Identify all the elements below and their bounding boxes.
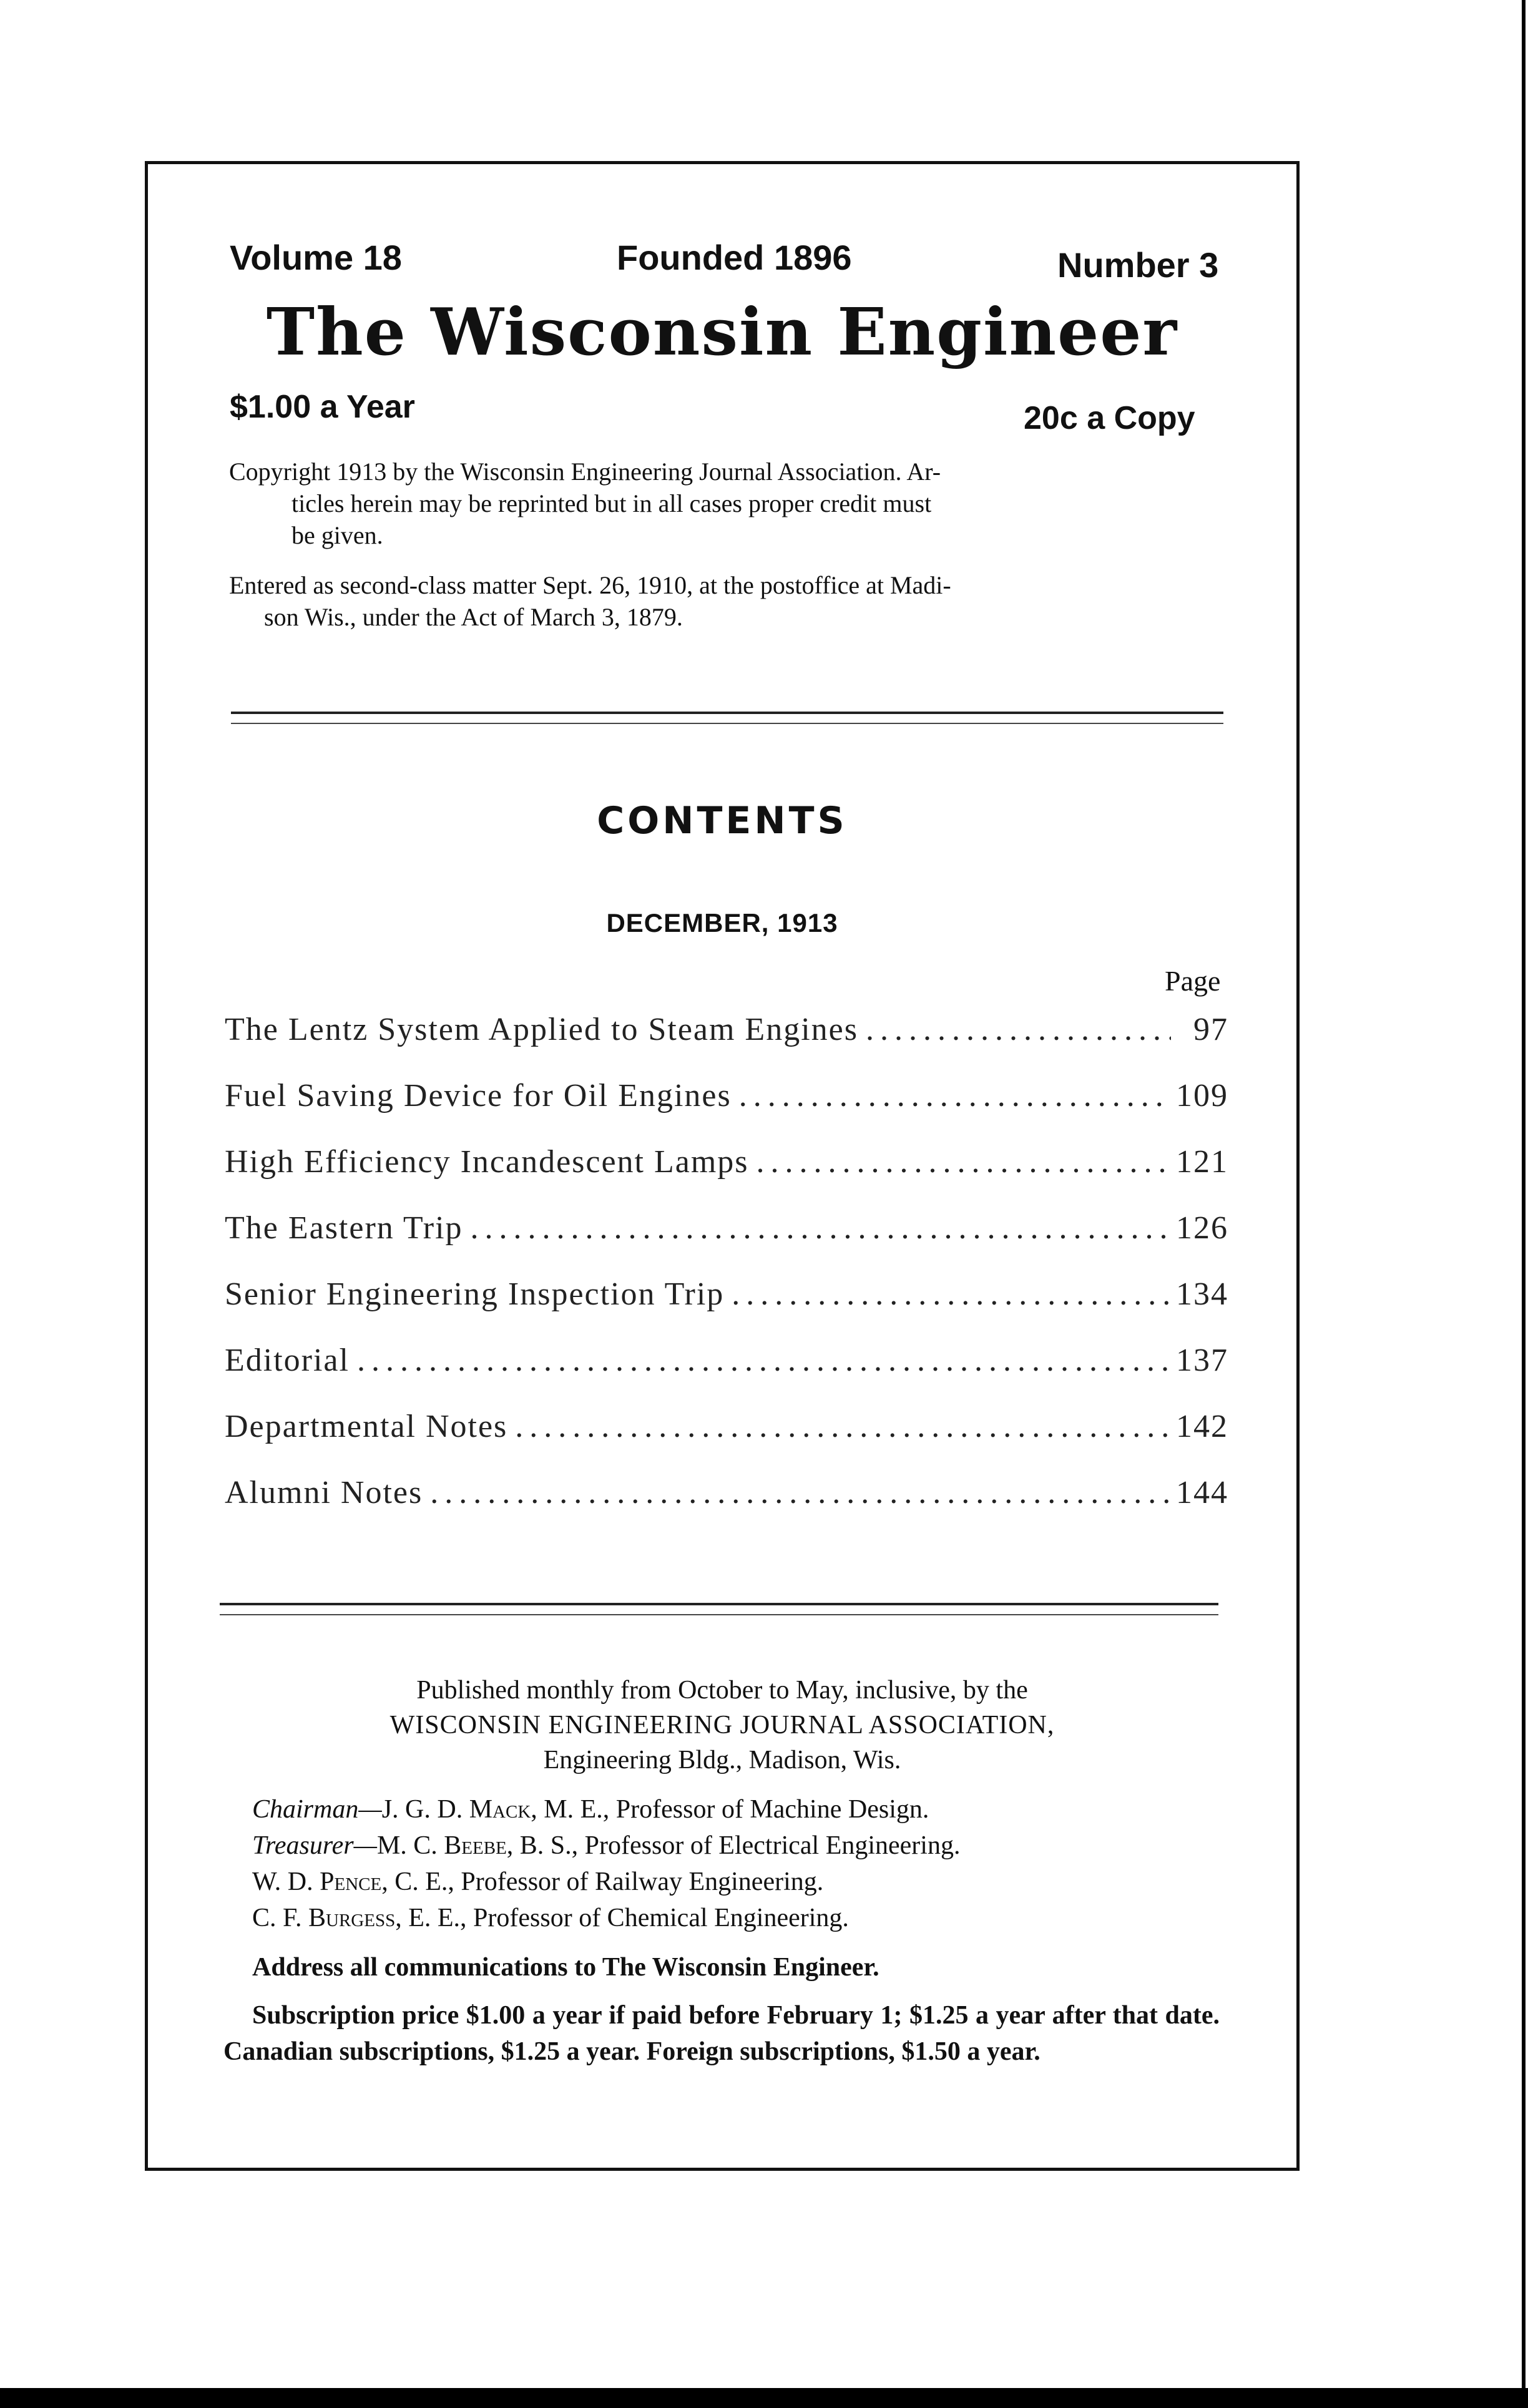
volume-label: Volume 18 [230,238,402,277]
page-column-header: Page [1165,965,1221,997]
founded-label: Founded 1896 [617,238,852,277]
officer-role: Treasurer— [252,1831,377,1860]
divider-rule [231,723,1223,724]
toc-title: Fuel Saving Device for Oil Engines [225,1078,732,1113]
toc-leader-dots [515,1408,1168,1445]
toc-page: 142 [1176,1409,1228,1444]
officer-name: J. G. D. Mack [381,1795,531,1824]
contents-date: DECEMBER, 1913 [606,908,838,937]
price-per-year: $1.00 a Year [230,389,415,425]
divider-rule [220,1614,1218,1615]
toc-title: Alumni Notes [225,1475,423,1510]
divider-rule [220,1603,1218,1605]
toc-entry [225,1474,1228,1540]
copyright-line: ticles herein may be reprinted but in all cases proper credit must [291,489,932,517]
toc-page: 134 [1176,1276,1228,1312]
toc-entry [225,1408,1228,1474]
price-per-copy: 20c a Copy [1024,400,1195,436]
officer-name: M. C. Beebe [376,1831,507,1860]
officer-title: , B. S., Professor of Electrical Engineering. [506,1831,961,1860]
officer-entry [252,1900,960,1936]
toc-entry [225,1011,1228,1077]
copyright-notice [229,456,1228,551]
toc-leader-dots [357,1342,1168,1379]
toc-entry [225,1276,1228,1342]
officer-entry [252,1864,960,1900]
toc-leader-dots [471,1210,1168,1246]
toc-title: Senior Engineering Inspection Trip [225,1276,725,1312]
toc-title: High Efficiency Incandescent Lamps [225,1144,749,1180]
toc-title: Departmental Notes [225,1409,508,1444]
masthead-title: The Wisconsin Engineer [266,293,1178,370]
toc-leader-dots [739,1077,1168,1114]
toc-page: 97 [1193,1012,1228,1047]
toc-leader-dots [757,1143,1168,1180]
toc-page: 144 [1176,1475,1228,1510]
publisher-line: Published monthly from October to May, inclusive, by the [416,1676,1028,1705]
officer-title: , M. E., Professor of Machine Design. [531,1795,929,1824]
toc-entry [225,1143,1228,1210]
officer-entry [252,1828,960,1864]
toc-entry [225,1077,1228,1143]
toc-page: 137 [1176,1343,1228,1378]
officer-entry [252,1791,960,1828]
officer-name: C. F. Burgess [252,1904,396,1932]
officer-name: W. D. Pence [252,1867,382,1896]
subscription-notice: Subscription price $1.00 a year if paid before February 1; $1.25 a year after that date. Canadian subscriptions, $1.25 a year. Foreign subscriptions, $1.50 a year. [223,2001,1220,2066]
toc-leader-dots [732,1276,1168,1313]
copyright-line: Copyright 1913 by the Wisconsin Engineering Journal Association. Ar- [229,458,941,486]
postal-entry-notice [229,569,1228,633]
toc-title: The Lentz System Applied to Steam Engines [225,1012,858,1047]
toc-page: 121 [1176,1144,1228,1180]
toc-page: 126 [1176,1210,1228,1246]
officers-list [252,1791,960,1936]
scan-edge-line [1522,0,1526,2388]
table-of-contents [225,1011,1228,1540]
contents-heading: CONTENTS [597,799,848,843]
toc-entry [225,1342,1228,1408]
scan-border-bottom [0,2388,1528,2408]
toc-page: 109 [1176,1078,1228,1113]
number-label: Number 3 [1057,245,1219,285]
entry-line: son Wis., under the Act of March 3, 1879. [264,603,683,631]
toc-leader-dots [430,1474,1168,1511]
divider-rule [231,712,1223,714]
officer-title: , E. E., Professor of Chemical Engineering. [395,1904,849,1932]
toc-entry [225,1210,1228,1276]
address-notice: Address all communications to The Wisconsin Engineer. [252,1953,879,1982]
toc-title: Editorial [225,1343,350,1378]
officer-title: , C. E., Professor of Railway Engineering. [381,1867,824,1896]
entry-line: Entered as second-class matter Sept. 26, 1910, at the postoffice at Madi- [229,571,951,599]
toc-leader-dots [866,1011,1171,1048]
toc-title: The Eastern Trip [225,1210,463,1246]
officer-role: Chairman— [252,1795,382,1824]
publisher-line: WISCONSIN ENGINEERING JOURNAL ASSOCIATION, [389,1711,1055,1740]
copyright-line: be given. [291,521,383,549]
publisher-line: Engineering Bldg., Madison, Wis. [543,1746,901,1774]
